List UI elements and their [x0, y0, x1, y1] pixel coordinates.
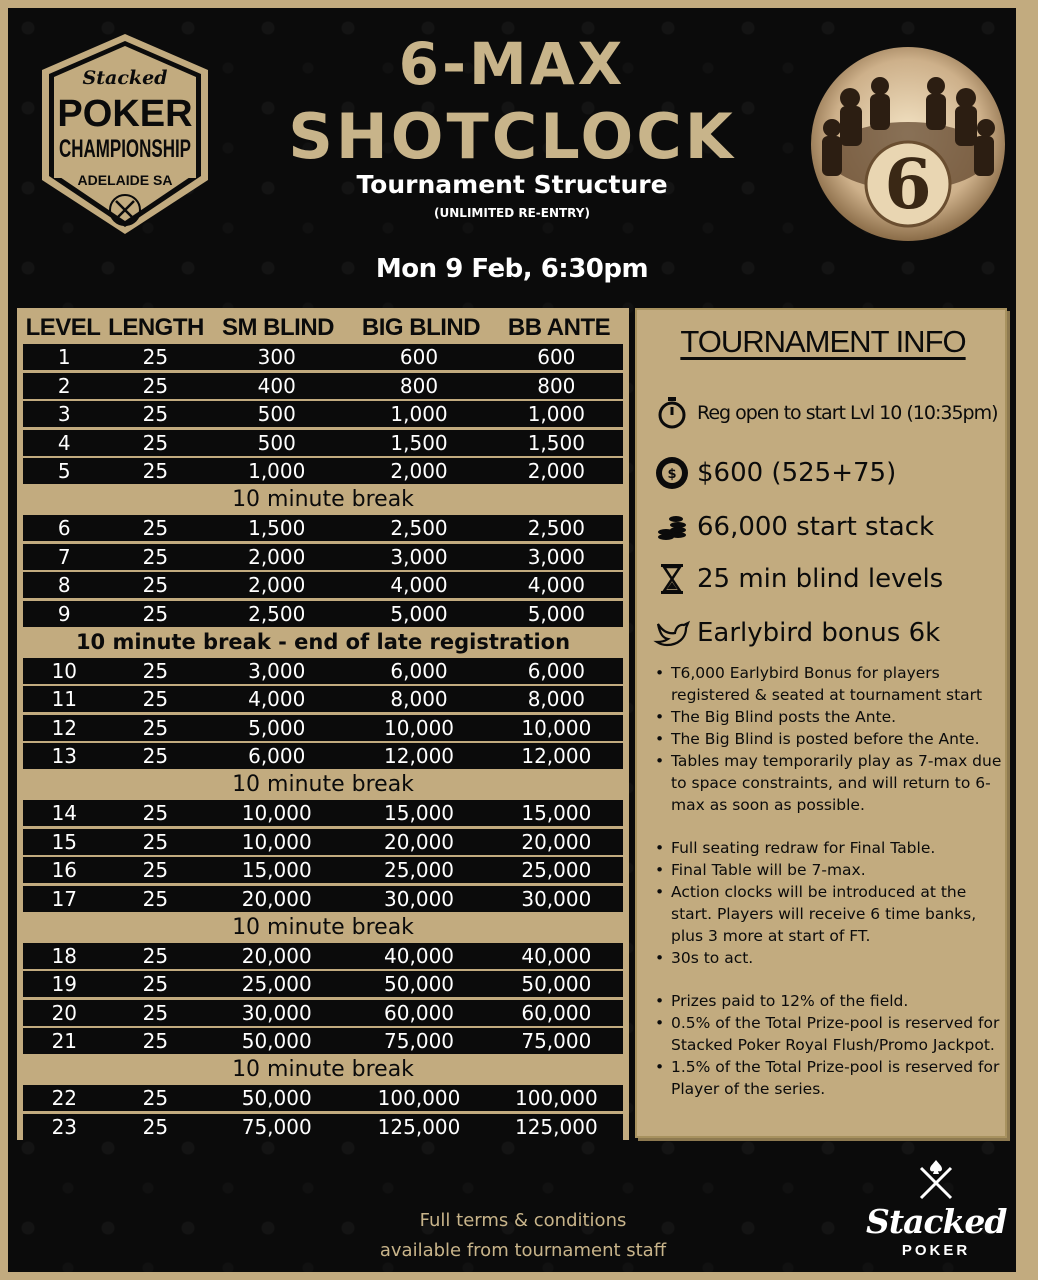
info-item-levels	[655, 562, 943, 596]
cell-bb: 600	[399, 345, 439, 369]
info-item-text: Reg open to start Lvl 10 (10:35pm)	[697, 402, 998, 424]
cell-bb: 2,500	[390, 516, 448, 540]
break-row: 10 minute break	[232, 1057, 414, 1082]
cell-length: 25	[142, 1086, 169, 1110]
cell-length: 25	[142, 687, 169, 711]
cell-ante: 4,000	[527, 573, 585, 597]
cell-bb: 25,000	[384, 858, 455, 882]
note-item: • Action clocks will be introduced at the start. Players will receive 6 time banks, plus 3 more at start of FT.	[651, 881, 1005, 947]
cell-level: 7	[57, 544, 71, 569]
cell-ante: 1,500	[527, 430, 585, 455]
cell-length: 25	[142, 573, 169, 597]
cell-level: 3	[57, 402, 71, 426]
stacked-poker-brand	[866, 1158, 1006, 1264]
poker-chip-icon	[655, 456, 689, 490]
cell-sb: 20,000	[241, 943, 312, 968]
cell-level: 12	[51, 715, 78, 740]
cell-length: 25	[142, 544, 169, 569]
level-row	[23, 1028, 623, 1054]
title-line-2: SHOTCLOCK	[288, 100, 736, 173]
level-row	[23, 886, 623, 912]
cell-level: 13	[51, 744, 78, 768]
cell-sb: 400	[257, 373, 296, 398]
level-row	[23, 800, 623, 826]
cell-length: 25	[142, 345, 169, 369]
level-row	[23, 943, 623, 969]
info-notes	[651, 662, 1005, 1100]
level-row	[23, 373, 623, 399]
level-row	[23, 743, 623, 769]
logo-line1: POKER	[57, 93, 193, 135]
level-row	[23, 686, 623, 712]
cell-bb: 5,000	[390, 601, 448, 626]
note-item: • The Big Blind is posted before the Ante.	[651, 728, 1005, 750]
cell-bb: 4,000	[390, 573, 448, 597]
subtitle: Tournament Structure	[356, 170, 668, 199]
cell-length: 25	[142, 1114, 169, 1139]
cell-sb: 50,000	[241, 1029, 312, 1053]
cell-level: 23	[51, 1114, 78, 1139]
notes-gap	[651, 969, 1005, 990]
column-header: SM BLIND	[222, 313, 334, 341]
cell-ante: 25,000	[521, 858, 592, 882]
cell-length: 25	[142, 402, 169, 426]
cell-bb: 30,000	[384, 886, 455, 911]
logo-location: ADELAIDE SA	[77, 172, 173, 188]
cell-sb: 50,000	[241, 1086, 312, 1110]
cell-level: 19	[51, 972, 78, 996]
cell-sb: 500	[257, 402, 296, 426]
level-row	[23, 1114, 623, 1140]
stopwatch-icon	[655, 396, 689, 430]
info-title: TOURNAMENT INFO	[680, 324, 966, 359]
cell-sb: 500	[257, 430, 296, 455]
cell-ante: 40,000	[521, 943, 592, 968]
cell-bb: 8,000	[390, 687, 448, 711]
cell-bb: 2,000	[390, 459, 448, 483]
crossed-cues-icon	[913, 1158, 959, 1202]
cell-level: 10	[51, 658, 78, 683]
cell-ante: 1,000	[527, 402, 585, 426]
break-row: 10 minute break - end of late registration	[75, 630, 571, 654]
cell-sb: 2,000	[248, 544, 306, 569]
cell-level: 20	[51, 1000, 78, 1025]
level-row	[23, 458, 623, 484]
cell-level: 9	[57, 601, 71, 626]
cell-sb: 30,000	[241, 1000, 312, 1025]
info-item-earlybird	[655, 616, 940, 650]
column-header: LENGTH	[108, 313, 204, 341]
cell-length: 25	[142, 943, 169, 968]
subnote: (UNLIMITED RE-ENTRY)	[434, 206, 590, 220]
break-row: 10 minute break	[232, 487, 414, 512]
cell-bb: 20,000	[384, 829, 455, 854]
cell-level: 22	[51, 1086, 78, 1110]
cell-length: 25	[142, 801, 169, 825]
level-row	[23, 971, 623, 997]
cell-ante: 30,000	[521, 886, 592, 911]
cell-length: 25	[142, 829, 169, 854]
cell-sb: 6,000	[248, 744, 306, 768]
cell-length: 25	[142, 601, 169, 626]
column-header: BB ANTE	[507, 313, 611, 341]
cell-length: 25	[142, 715, 169, 740]
structure-body	[20, 344, 626, 1140]
logo-script: Stacked	[82, 67, 168, 89]
cell-level: 2	[57, 373, 71, 398]
cell-sb: 25,000	[241, 972, 312, 996]
cell-bb: 15,000	[384, 801, 455, 825]
bird-icon	[655, 616, 689, 650]
cell-bb: 125,000	[377, 1114, 461, 1139]
cell-sb: 1,500	[248, 516, 306, 540]
cell-sb: 4,000	[248, 687, 306, 711]
info-item-buyin	[655, 456, 896, 490]
info-item-stack	[655, 510, 934, 544]
info-item-text: 66,000 start stack	[697, 512, 935, 542]
cell-bb: 100,000	[377, 1086, 461, 1110]
cell-ante: 10,000	[521, 715, 592, 740]
cell-ante: 3,000	[527, 544, 585, 569]
level-row	[23, 1000, 623, 1026]
cell-ante: 2,500	[527, 516, 585, 540]
cell-length: 25	[142, 658, 169, 683]
cell-length: 25	[142, 516, 169, 540]
cell-level: 18	[51, 943, 78, 968]
cell-bb: 1,000	[390, 402, 448, 426]
cell-ante: 800	[537, 373, 576, 398]
info-item-text: 25 min blind levels	[697, 564, 944, 594]
cell-bb: 12,000	[384, 744, 455, 768]
cell-ante: 60,000	[521, 1000, 592, 1025]
brand-subtitle: POKER	[901, 1242, 971, 1259]
level-row	[23, 572, 623, 598]
cell-bb: 50,000	[384, 972, 455, 996]
cell-bb: 1,500	[390, 430, 448, 455]
level-row	[23, 601, 623, 627]
note-item: • 0.5% of the Total Prize-pool is reserved for Stacked Poker Royal Flush/Promo Jackpot.	[651, 1012, 1005, 1056]
cell-length: 25	[142, 459, 169, 483]
cell-length: 25	[142, 886, 169, 911]
cell-sb: 10,000	[241, 829, 312, 854]
cell-ante: 75,000	[521, 1029, 592, 1053]
cell-level: 6	[57, 516, 71, 540]
cell-length: 25	[142, 1029, 169, 1053]
cell-ante: 8,000	[527, 687, 585, 711]
level-row	[23, 401, 623, 427]
six-max-medallion	[810, 46, 1006, 242]
cell-level: 17	[51, 886, 78, 911]
note-item: • Final Table will be 7-max.	[651, 859, 1005, 881]
notes-gap	[651, 816, 1005, 837]
note-item: • Tables may temporarily play as 7-max due to space constraints, and will return to 6-max as soon as possible.	[651, 750, 1005, 816]
logo-line2: CHAMPIONSHIP	[59, 135, 191, 163]
footer-line-2: available from tournament staff	[379, 1240, 667, 1261]
structure-table	[17, 308, 629, 1140]
cell-level: 14	[51, 801, 78, 825]
level-row	[23, 829, 623, 855]
hourglass-icon	[655, 562, 689, 596]
level-row	[23, 715, 623, 741]
cell-ante: 125,000	[514, 1114, 598, 1139]
note-item: • 30s to act.	[651, 947, 1005, 969]
chip-stack-icon	[655, 510, 689, 544]
medallion-number: 6	[884, 145, 932, 225]
cell-length: 25	[142, 972, 169, 996]
cell-bb: 75,000	[384, 1029, 455, 1053]
cell-ante: 600	[537, 345, 576, 369]
cell-bb: 60,000	[384, 1000, 455, 1025]
level-row	[23, 430, 623, 456]
cell-length: 25	[142, 430, 169, 455]
cell-length: 25	[142, 1000, 169, 1025]
info-item-registration	[655, 396, 998, 430]
cell-bb: 40,000	[384, 943, 455, 968]
cell-level: 4	[57, 430, 71, 455]
cell-sb: 5,000	[248, 715, 306, 740]
cell-bb: 800	[399, 373, 439, 398]
column-header: BIG BLIND	[361, 313, 481, 341]
cell-level: 15	[51, 829, 78, 854]
cell-sb: 3,000	[248, 658, 306, 683]
cell-level: 16	[51, 858, 78, 882]
cell-sb: 2,500	[248, 601, 306, 626]
note-item: • 1.5% of the Total Prize-pool is reserved for Player of the series.	[651, 1056, 1005, 1100]
cell-sb: 15,000	[241, 858, 312, 882]
level-row	[23, 857, 623, 883]
break-row: 10 minute break	[232, 772, 414, 797]
cell-ante: 2,000	[527, 459, 585, 483]
cell-sb: 2,000	[248, 573, 306, 597]
cell-ante: 15,000	[521, 801, 592, 825]
level-row	[23, 544, 623, 570]
event-datetime: Mon 9 Feb, 6:30pm	[375, 254, 649, 284]
cell-level: 11	[51, 687, 78, 711]
svg-text:$: $	[667, 467, 677, 482]
cell-level: 5	[57, 459, 71, 483]
cell-bb: 10,000	[384, 715, 455, 740]
level-row	[23, 1085, 623, 1111]
info-item-text: Earlybird bonus 6k	[697, 618, 941, 648]
column-header: LEVEL	[25, 313, 101, 341]
level-row	[23, 344, 623, 370]
cell-level: 21	[51, 1029, 78, 1053]
poster	[8, 8, 1016, 1272]
info-item-text: $600 (525+75)	[697, 458, 897, 488]
cell-level: 1	[57, 345, 71, 369]
cell-sb: 10,000	[241, 801, 312, 825]
note-item: • The Big Blind posts the Ante.	[651, 706, 1005, 728]
note-item: • Prizes paid to 12% of the field.	[651, 990, 1005, 1012]
cell-ante: 12,000	[521, 744, 592, 768]
brand-wordmark: Stacked	[866, 1202, 1007, 1241]
footer-line-1: Full terms & conditions	[419, 1210, 627, 1231]
note-item: • Full seating redraw for Final Table.	[651, 837, 1005, 859]
cell-ante: 6,000	[527, 658, 585, 683]
cell-sb: 300	[257, 345, 296, 369]
level-row	[23, 515, 623, 541]
structure-header	[20, 311, 626, 344]
level-row	[23, 658, 623, 684]
tournament-info-panel	[635, 308, 1007, 1138]
title-line-1: 6-MAX	[398, 30, 626, 98]
cell-ante: 100,000	[514, 1086, 598, 1110]
cell-bb: 3,000	[390, 544, 448, 569]
cell-ante: 5,000	[527, 601, 585, 626]
cell-sb: 20,000	[241, 886, 312, 911]
cell-sb: 75,000	[241, 1114, 312, 1139]
cell-level: 8	[57, 573, 71, 597]
cell-ante: 20,000	[521, 829, 592, 854]
cell-length: 25	[142, 858, 169, 882]
note-item: • T6,000 Earlybird Bonus for players registered & seated at tournament start	[651, 662, 1005, 706]
cell-length: 25	[142, 744, 169, 768]
break-row: 10 minute break	[232, 914, 414, 940]
cell-sb: 1,000	[248, 459, 306, 483]
cell-bb: 6,000	[390, 658, 448, 683]
cell-ante: 50,000	[521, 972, 592, 996]
cell-length: 25	[142, 373, 169, 398]
